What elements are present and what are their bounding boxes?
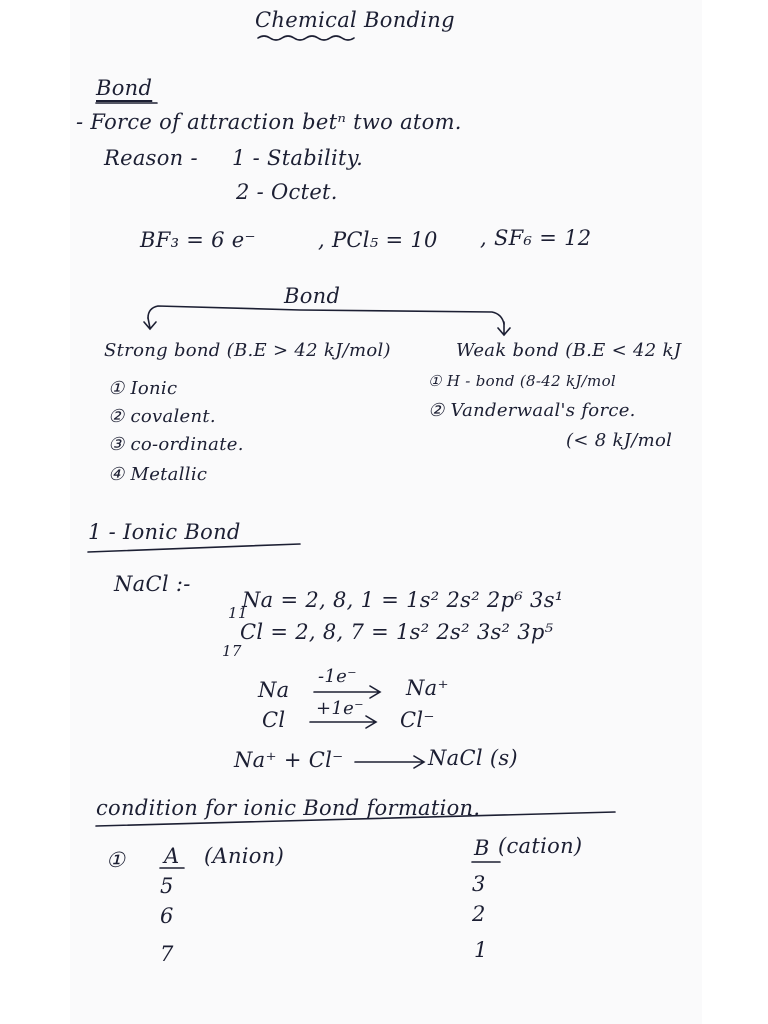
overall-reaction-left: Na⁺ + Cl⁻ <box>234 748 344 772</box>
reaction-arrow-label: +1e⁻ <box>316 698 364 719</box>
strong-branch-arrow <box>144 318 156 329</box>
example-bf3: BF₃ = 6 e⁻ <box>140 228 256 252</box>
column-b-value: 1 <box>474 938 488 962</box>
column-a-value: 6 <box>160 904 174 928</box>
classification-brace <box>148 306 504 324</box>
reason-item: 1 - Stability. <box>232 146 364 170</box>
column-b-value: 2 <box>472 902 486 926</box>
weak-bond-item: ① H - bond (8-42 kJ/mol <box>428 372 616 390</box>
na-arrow <box>314 686 380 698</box>
page-title: Chemical Bonding <box>255 8 455 32</box>
weak-bond-item: ② Vanderwaal's force. <box>428 400 636 421</box>
example-pcl5: , PCl₅ = 10 <box>318 228 438 252</box>
example-sf6: , SF₆ = 12 <box>480 226 592 250</box>
reaction-right: Na⁺ <box>406 676 449 700</box>
weak-branch-arrow <box>498 322 510 335</box>
ionic-example-label: NaCl :- <box>114 572 191 596</box>
column-b-name: (cation) <box>498 834 583 858</box>
weak-bond-heading: Weak bond (B.E < 42 kJ <box>456 340 682 361</box>
reaction-arrow-label: -1e⁻ <box>318 666 357 687</box>
overall-arrow <box>355 756 424 768</box>
atomic-number: 17 <box>222 642 242 660</box>
bond-heading: Bond <box>96 76 153 100</box>
column-a-value: 5 <box>160 874 174 898</box>
bond-definition: - Force of attraction betⁿ two atom. <box>76 110 462 134</box>
reason-item: 2 - Octet. <box>236 180 338 204</box>
electron-config-cl: Cl = 2, 8, 7 = 1s² 2s² 3s² 3p⁵ <box>240 620 554 644</box>
strong-bond-item: ① Ionic <box>108 378 178 399</box>
column-b-value: 3 <box>472 872 486 896</box>
column-b-label: B <box>474 836 490 860</box>
strong-bond-heading: Strong bond (B.E > 42 kJ/mol) <box>104 340 391 361</box>
ionic-bond-heading: 1 - Ionic Bond <box>88 520 241 544</box>
strong-bond-item: ④ Metallic <box>108 464 208 485</box>
atomic-number: 11 <box>228 604 248 622</box>
reason-label: Reason - <box>104 146 198 170</box>
title-squiggle-underline <box>258 36 354 40</box>
strong-bond-item: ③ co-ordinate. <box>108 434 244 455</box>
ionic-heading-underline <box>88 544 300 552</box>
overall-reaction-right: NaCl (s) <box>428 746 518 770</box>
column-a-label: A <box>164 844 180 868</box>
classification-root: Bond <box>284 284 341 308</box>
reaction-right: Cl⁻ <box>400 708 435 732</box>
condition-item-marker: ① <box>106 848 126 872</box>
electron-config-na: Na = 2, 8, 1 = 1s² 2s² 2p⁶ 3s¹ <box>242 588 564 612</box>
conditions-heading: condition for ionic Bond formation. <box>96 796 481 820</box>
reaction-left: Na <box>258 678 290 702</box>
strong-bond-item: ② covalent. <box>108 406 216 427</box>
column-a-name: (Anion) <box>204 844 285 868</box>
weak-bond-note: (< 8 kJ/mol <box>566 430 673 451</box>
reaction-left: Cl <box>262 708 286 732</box>
column-a-value: 7 <box>160 942 174 966</box>
